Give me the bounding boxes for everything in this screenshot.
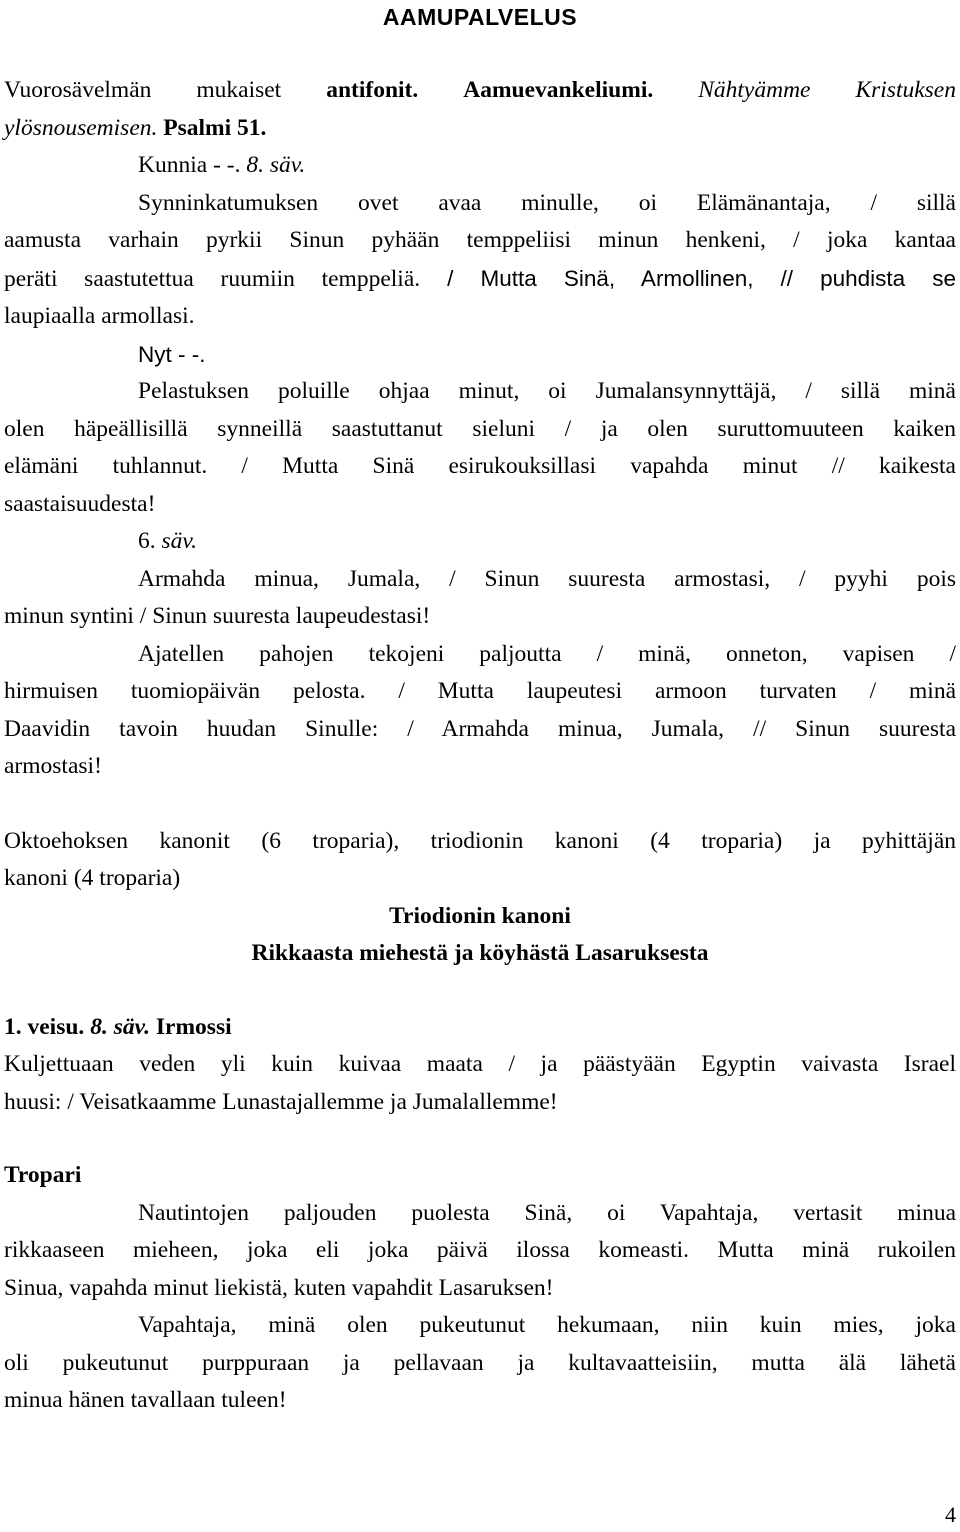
canons-line-2: kanoni (4 troparia) bbox=[4, 865, 181, 891]
hymn2-line-4: saastaisuudesta! bbox=[4, 490, 156, 517]
kunnia-label: Kunnia - -. bbox=[138, 152, 247, 178]
ode1-irmos-label: Irmossi bbox=[150, 1013, 232, 1040]
page-number: 4 bbox=[945, 1502, 956, 1527]
hymn1-line-1: Synninkatumuksen ovet avaa minulle, oi Elämänantaja, / sillä bbox=[138, 189, 956, 216]
tone6-number: 6. bbox=[138, 528, 162, 554]
intro-gospel: Aamuevankeliumi. bbox=[463, 77, 654, 103]
page-title: AAMUPALVELUS bbox=[382, 4, 578, 30]
troparion2-line-3: minua hänen tavallaan tuleen! bbox=[4, 1387, 287, 1413]
intro-line-1 bbox=[4, 72, 956, 110]
hymn1-line-2: aamusta varhain pyrkii Sinun pyhään temppeliisi minun henkeni, / joka kantaa bbox=[4, 227, 956, 253]
hymn4-line-1: Ajatellen pahojen tekojeni paljoutta / minä, onneton, vapisen / bbox=[138, 640, 956, 667]
troparion2-line-2: oli pukeutunut purppuraan ja pellavaan ja kultavaatteisiin, mutta älä lähetä bbox=[4, 1349, 956, 1376]
troparion1-line-2: rikkaaseen mieheen, joka eli joka päivä ilossa komeasti. Mutta minä rukoilen bbox=[4, 1237, 956, 1263]
tone6-line bbox=[4, 523, 956, 561]
tone6-label: säv. bbox=[161, 528, 197, 554]
irmos-line-2: huusi: / Veisatkaamme Lunastajallemme ja Jumalallemme! bbox=[4, 1088, 558, 1115]
ode1-tone: 8. säv. bbox=[90, 1013, 151, 1040]
canon-subtitle: Rikkaasta miehestä ja köyhästä Lasaruksesta bbox=[251, 940, 709, 966]
ode1-heading: 1. veisu. 8. säv. Irmossi bbox=[4, 1013, 232, 1040]
hymn2-line-1: Pelastuksen poluille ohjaa minut, oi Jumalansynnyttäjä, / sillä minä bbox=[138, 378, 956, 404]
troparion1-line-1: Nautintojen paljouden puolesta Sinä, oi Vapahtaja, vertasit minua bbox=[138, 1199, 956, 1226]
document-page bbox=[4, 0, 956, 1420]
hymn4-line-2: hirmuisen tuomiopäivän pelosta. / Mutta laupeutesi armoon turvaten / minä bbox=[4, 678, 956, 704]
intro-line-2 bbox=[4, 110, 956, 148]
troparia-heading: Tropari bbox=[4, 1162, 82, 1188]
hymn4-line-3: Daavidin tavoin huudan Sinulle: / Armahda minua, Jumala, // Sinun suuresta bbox=[4, 715, 956, 742]
troparion2-line-1: Vapahtaja, minä olen pukeutunut hekumaan, niin kuin mies, joka bbox=[138, 1312, 956, 1338]
kunnia-tone: 8. säv. bbox=[246, 152, 306, 178]
hymn3-line-2: minun syntini / Sinun suuresta laupeudestasi! bbox=[4, 603, 431, 629]
hymn2-line-2: olen häpeällisillä synneillä saastuttanut sieluni / ja olen suruttomuuteen kaiken bbox=[4, 415, 956, 442]
hymn1-line-3: peräti saastutettua ruumiin temppeliä. / Mutta Sinä, Armollinen, // puhdista se bbox=[4, 265, 956, 292]
canon-title: Triodionin kanoni bbox=[389, 902, 571, 929]
nyt-line: Nyt - -. bbox=[138, 341, 206, 367]
intro-hymn-title: Nähtyämme Kristuksen bbox=[698, 77, 956, 103]
kunnia-line bbox=[4, 147, 956, 185]
intro-psalm: Psalmi 51. bbox=[157, 114, 267, 141]
hymn1-refrain: / Mutta Sinä, Armollinen, // puhdista se bbox=[420, 265, 956, 291]
hymn4-line-4: armostasi! bbox=[4, 753, 102, 779]
intro-antifons: antifonit. bbox=[326, 77, 419, 103]
intro-hymn-title-cont: ylösnousemisen. bbox=[4, 114, 158, 141]
intro-text: Vuorosävelmän mukaiset bbox=[4, 77, 327, 103]
troparion1-line-3: Sinua, vapahda minut liekistä, kuten vapahdit Lasaruksen! bbox=[4, 1274, 554, 1301]
canons-line-1: Oktoehoksen kanonit (6 troparia), triodionin kanoni (4 troparia) ja pyhittäjän bbox=[4, 827, 956, 854]
hymn1-line-4: laupiaalla armollasi. bbox=[4, 303, 195, 329]
hymn2-line-3: elämäni tuhlannut. / Mutta Sinä esirukouksillasi vapahda minut // kaikesta bbox=[4, 453, 956, 479]
hymn3-line-1: Armahda minua, Jumala, / Sinun suuresta armostasi, / pyyhi pois bbox=[138, 565, 956, 592]
irmos-line-1: Kuljettuaan veden yli kuin kuivaa maata / ja päästyään Egyptin vaivasta Israel bbox=[4, 1051, 956, 1077]
